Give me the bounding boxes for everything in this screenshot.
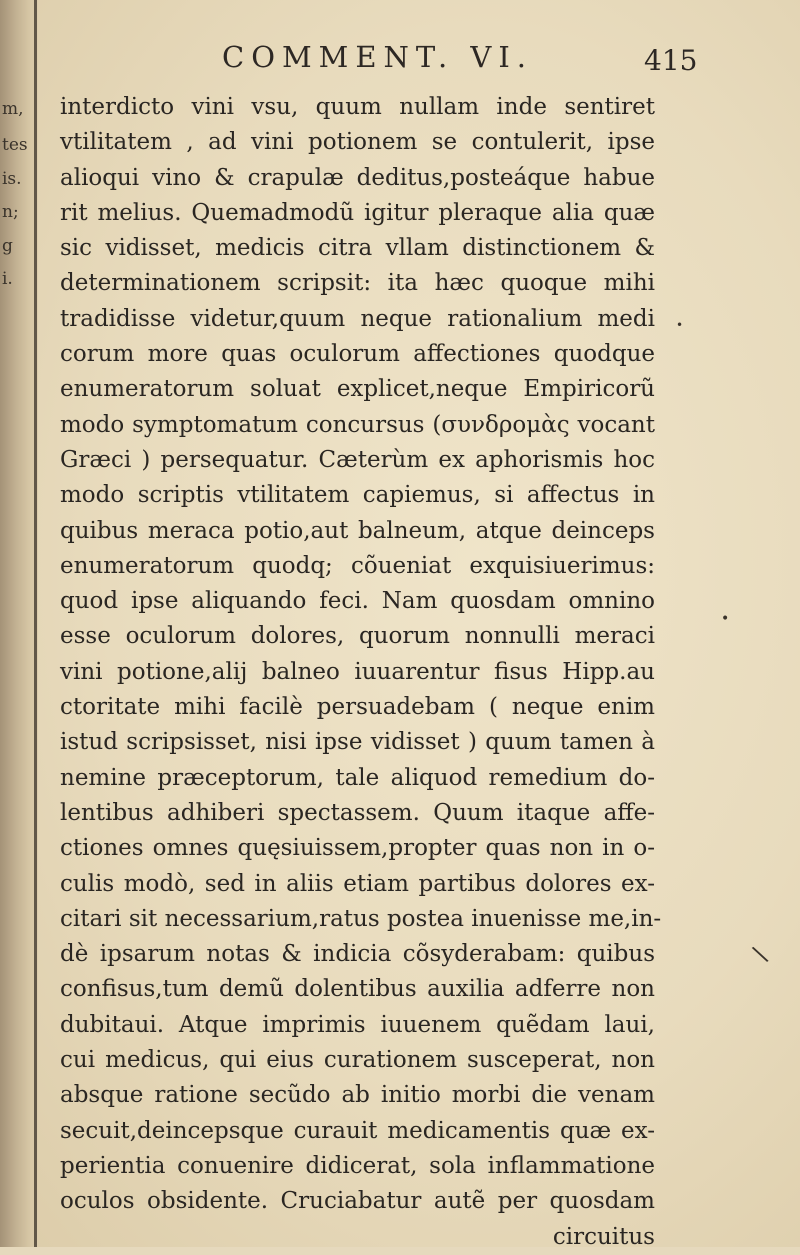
- text-line: cui medicus, qui eius curationem susceperat, non: [60, 1047, 655, 1074]
- ink-speck: •: [721, 611, 730, 627]
- text-line: modo scriptis vtilitatem capiemus, si affectus in: [60, 482, 655, 509]
- text-line: vtilitatem , ad vini potionem se contulerit, ipse: [60, 129, 655, 156]
- text-line: lentibus adhiberi spectassem. Quum itaque affe-: [60, 799, 655, 826]
- ink-speck: •: [676, 318, 684, 332]
- text-line: sic vidisset, medicis citra vllam distinctionem &: [60, 235, 655, 262]
- text-line: ctoritate mihi facilè persuadebam ( neque enim: [60, 694, 655, 721]
- text-line: tradidisse videtur,quum neque rationalium medi: [60, 305, 655, 332]
- text-line: vini potione,alij balneo iuuarentur fisus Hipp.au: [60, 658, 655, 685]
- text-line: corum more quas oculorum affectiones quodque: [60, 341, 655, 368]
- previous-page-fragment: m,: [2, 99, 24, 119]
- text-line: absque ratione secũdo ab initio morbi die venam: [60, 1082, 655, 1109]
- text-line: modo symptomatum concursus (συνδρομὰς vocant: [60, 411, 655, 438]
- margin-stroke: \: [749, 939, 771, 969]
- page-number: 415: [644, 44, 698, 77]
- text-line: oculos obsidente. Cruciabatur autẽ per quosdam: [60, 1188, 655, 1215]
- text-line: interdicto vini vsu, quum nullam inde sentiret: [60, 94, 655, 120]
- text-line: Græci ) persequatur. Cæterùm ex aphorismis hoc: [60, 446, 655, 473]
- text-line: alioqui vino & crapulæ deditus,posteáque habue: [60, 164, 655, 191]
- text-line: nemine præceptorum, tale aliquod remedium do-: [60, 764, 655, 791]
- running-head: COMMENT. VI.: [222, 40, 534, 74]
- catchword: circuitus: [552, 1223, 655, 1250]
- text-line: determinationem scripsit: ita hæc quoque mihi: [60, 270, 655, 297]
- text-line: secuit,deincepsque curauit medicamentis quæ ex-: [60, 1117, 655, 1144]
- text-line: confisus,tum demũ dolentibus auxilia adferre non: [60, 976, 655, 1003]
- previous-page-fragment: i.: [2, 269, 13, 289]
- previous-page-fragment: g: [2, 236, 13, 256]
- text-line: quibus meraca potio,aut balneum, atque deinceps: [60, 517, 655, 544]
- text-line: perientia conuenire didicerat, sola inflammatione: [60, 1152, 655, 1179]
- text-line: rit melius. Quemadmodũ igitur pleraque alia quæ: [60, 199, 655, 226]
- text-line: culis modò, sed in aliis etiam partibus dolores ex-: [60, 870, 655, 897]
- text-line: dè ipsarum notas & indicia cõsyderabam: quibus: [60, 941, 655, 968]
- binding-edge: [34, 0, 37, 1247]
- text-line: enumeratorum quodq; cõueniat exquisiuerimus:: [60, 552, 655, 579]
- previous-page-fragment: n;: [2, 202, 19, 222]
- previous-page-fragment: tes: [2, 135, 28, 155]
- text-line: enumeratorum soluat explicet,neque Empiricorũ: [60, 376, 655, 403]
- text-line: quod ipse aliquando feci. Nam quosdam omnino: [60, 588, 655, 615]
- body-text: [60, 90, 662, 1255]
- text-line: istud scripsisset, nisi ipse vidisset ) quum tamen à: [60, 729, 655, 756]
- previous-page-fragment: is.: [2, 169, 22, 189]
- text-line: citari sit necessarium,ratus postea inuenisse me,in-: [60, 905, 662, 932]
- text-line: esse oculorum dolores, quorum nonnulli meraci: [60, 623, 655, 650]
- text-line: dubitaui. Atque imprimis iuuenem quẽdam laui,: [60, 1011, 655, 1038]
- text-line: ctiones omnes quęsiuissem,propter quas non in o-: [60, 835, 655, 862]
